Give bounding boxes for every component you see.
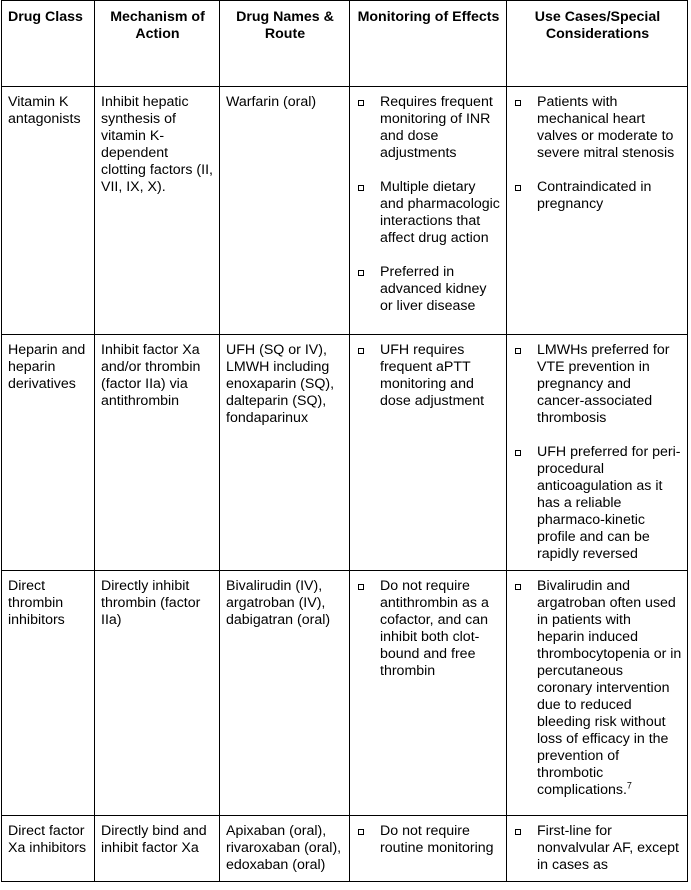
monitoring-list — [356, 578, 501, 680]
table-row — [2, 816, 688, 882]
monitoring-list — [356, 342, 501, 410]
header-row — [2, 1, 688, 87]
list-item: UFH preferred for peri-procedural anticoagulation as it has a reliable pharmaco-kinetic profile and can be rapidly reversed — [513, 444, 682, 563]
anticoagulant-table — [1, 0, 688, 882]
header-monitoring: Monitoring of Effects — [350, 1, 507, 87]
monitoring-list — [356, 94, 501, 315]
mechanism-cell: Inhibit hepatic synthesis of vitamin K-dependent clotting factors (II, VII, IX, X). — [95, 87, 220, 335]
list-item: Contraindicated in pregnancy — [513, 179, 682, 213]
monitoring-cell — [350, 335, 507, 571]
use-cases-cell — [507, 571, 688, 816]
header-drug-class: Drug Class — [2, 1, 95, 87]
table-row — [2, 87, 688, 335]
monitoring-cell — [350, 571, 507, 816]
use-case-text: Bivalirudin and argatroban often used in patients with heparin induced thrombocytopenia or in percutaneous coronary intervention due to reduced bleeding risk without loss of efficacy in the prevention of thrombotic complications. — [537, 578, 682, 798]
mechanism-cell: Directly inhibit thrombin (factor IIa) — [95, 571, 220, 816]
list-item — [513, 578, 682, 799]
use-cases-list — [513, 578, 682, 799]
monitoring-list — [356, 823, 501, 857]
list-item: Do not require antithrombin as a cofactor, and can inhibit both clot-bound and free thrombin — [356, 578, 501, 680]
drug-class-cell: Vitamin K antagonists — [2, 87, 95, 335]
monitoring-cell — [350, 87, 507, 335]
list-item: Requires frequent monitoring of INR and dose adjustments — [356, 94, 501, 162]
list-item: LMWHs preferred for VTE prevention in pregnancy and cancer-associated thrombosis — [513, 342, 682, 427]
mechanism-cell: Directly bind and inhibit factor Xa — [95, 816, 220, 882]
use-cases-list — [513, 94, 682, 213]
list-item: Do not require routine monitoring — [356, 823, 501, 857]
drug-class-cell: Direct thrombin inhibitors — [2, 571, 95, 816]
monitoring-cell — [350, 816, 507, 882]
citation-superscript: 7 — [626, 780, 632, 791]
drug-names-cell: Bivalirudin (IV), argatroban (IV), dabigatran (oral) — [220, 571, 350, 816]
list-item: First-line for nonvalvular AF, except in cases as — [513, 823, 682, 874]
mechanism-cell: Inhibit factor Xa and/or thrombin (factor IIa) via antithrombin — [95, 335, 220, 571]
use-cases-list — [513, 823, 682, 874]
drug-names-cell: Warfarin (oral) — [220, 87, 350, 335]
drug-class-cell: Direct factor Xa inhibitors — [2, 816, 95, 882]
header-mechanism: Mechanism of Action — [95, 1, 220, 87]
use-cases-list — [513, 342, 682, 563]
table-row — [2, 335, 688, 571]
list-item: Multiple dietary and pharmacologic interactions that affect drug action — [356, 179, 501, 247]
list-item: Patients with mechanical heart valves or moderate to severe mitral stenosis — [513, 94, 682, 162]
use-cases-cell — [507, 87, 688, 335]
use-cases-cell — [507, 816, 688, 882]
use-cases-cell — [507, 335, 688, 571]
table-row — [2, 571, 688, 816]
drug-class-cell: Heparin and heparin derivatives — [2, 335, 95, 571]
list-item: Preferred in advanced kidney or liver disease — [356, 264, 501, 315]
header-use-cases: Use Cases/Special Considerations — [507, 1, 688, 87]
header-drug-names: Drug Names & Route — [220, 1, 350, 87]
drug-names-cell: Apixaban (oral), rivaroxaban (oral), edoxaban (oral) — [220, 816, 350, 882]
list-item: UFH requires frequent aPTT monitoring and dose adjustment — [356, 342, 501, 410]
drug-names-cell: UFH (SQ or IV), LMWH including enoxaparin (SQ), dalteparin (SQ), fondaparinux — [220, 335, 350, 571]
